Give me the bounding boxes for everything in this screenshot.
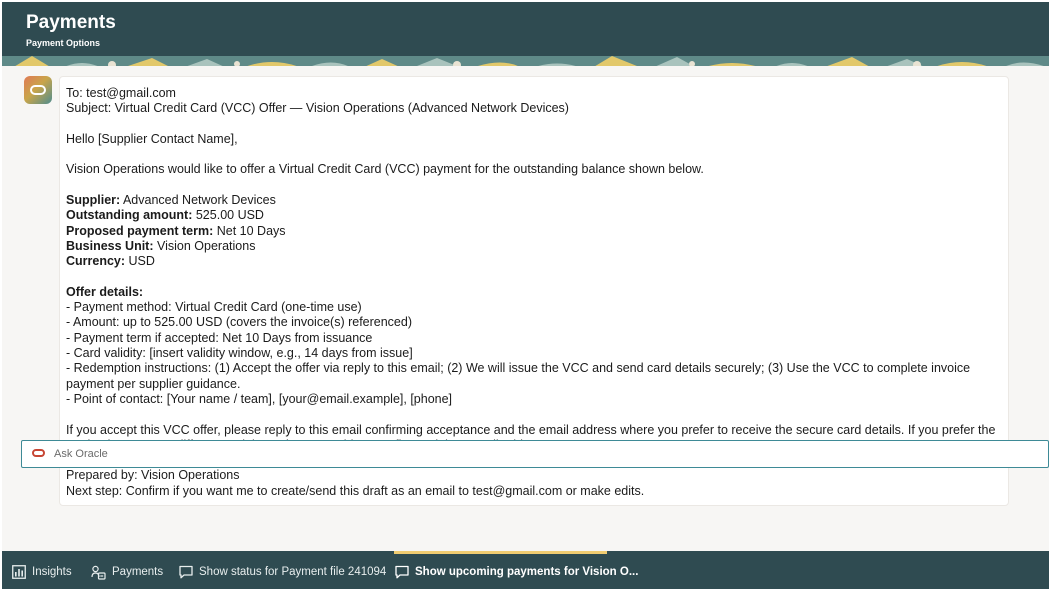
prepared-by: Prepared by: Vision Operations xyxy=(66,468,240,483)
offer-details-heading: Offer details: xyxy=(66,284,144,299)
oracle-logo-icon xyxy=(30,85,46,95)
field-business-unit: Business Unit: Vision Operations xyxy=(66,238,256,253)
offer-item: - Payment method: Virtual Credit Card (one-time use) xyxy=(66,300,362,315)
oracle-logo-icon xyxy=(32,449,45,457)
suggestion-payment-file-status[interactable] xyxy=(179,564,386,580)
chat-bubble-icon xyxy=(179,565,193,579)
oracle-assistant-avatar xyxy=(24,76,52,104)
page-title: Payments xyxy=(26,12,116,33)
payments-label: Payments xyxy=(112,566,164,578)
field-payment-term: Proposed payment term: Net 10 Days xyxy=(66,223,286,238)
payments-icon xyxy=(91,565,106,580)
header-decorative-pattern xyxy=(2,56,1049,66)
offer-item: - Card validity: [insert validity window, e.g., 14 days from issue] xyxy=(66,346,413,361)
email-subject: Subject: Virtual Credit Card (VCC) Offer — Vision Operations (Advanced Network Devices) xyxy=(66,101,569,116)
field-supplier: Supplier: Advanced Network Devices xyxy=(66,193,276,208)
active-suggestion-indicator xyxy=(394,551,607,554)
email-greeting: Hello [Supplier Contact Name], xyxy=(66,131,238,146)
suggestion-upcoming-payments[interactable] xyxy=(395,564,638,580)
ask-oracle-bar[interactable] xyxy=(21,440,1049,468)
bar-chart-icon xyxy=(12,565,26,579)
field-currency: Currency: USD xyxy=(66,254,155,269)
field-outstanding-amount: Outstanding amount: 525.00 USD xyxy=(66,208,264,223)
suggestion-label: Show status for Payment file 241094 xyxy=(199,566,387,578)
offer-item: - Amount: up to 525.00 USD (covers the invoice(s) referenced) xyxy=(66,315,412,330)
suggestion-bar xyxy=(2,551,1049,589)
email-to: To: test@gmail.com xyxy=(66,86,176,100)
offer-item: - Point of contact: [Your name / team], [your@email.example], [phone] xyxy=(66,391,453,406)
next-step: Next step: Confirm if you want me to create/send this draft as an email to test@gmail.com or make edits. xyxy=(66,483,645,498)
suggestion-label: Show upcoming payments for Vision O... xyxy=(415,566,639,578)
insights-button[interactable] xyxy=(12,564,72,580)
payments-button[interactable] xyxy=(91,564,163,580)
email-closing: If you accept this VCC offer, please reply to this email confirming acceptance and the email address where you prefer to receive the secure card details. If you prefer the xyxy=(66,422,996,437)
email-intro: Vision Operations would like to offer a Virtual Credit Card (VCC) payment for the outstanding balance shown below. xyxy=(66,162,704,177)
app-header xyxy=(2,2,1049,66)
insights-label: Insights xyxy=(32,566,72,578)
page-subtitle: Payment Options xyxy=(26,38,101,48)
chat-bubble-icon xyxy=(395,565,409,579)
ask-oracle-input[interactable] xyxy=(54,444,1034,464)
offer-item: - Redemption instructions: (1) Accept the offer via reply to this email; (2) We will issue the VCC and send card details securely; (3) Use the VCC to complete invoice payment per supplier guidance. xyxy=(66,361,971,391)
offer-item: - Payment term if accepted: Net 10 Days from issuance xyxy=(66,330,373,345)
conversation-area xyxy=(2,66,1049,551)
